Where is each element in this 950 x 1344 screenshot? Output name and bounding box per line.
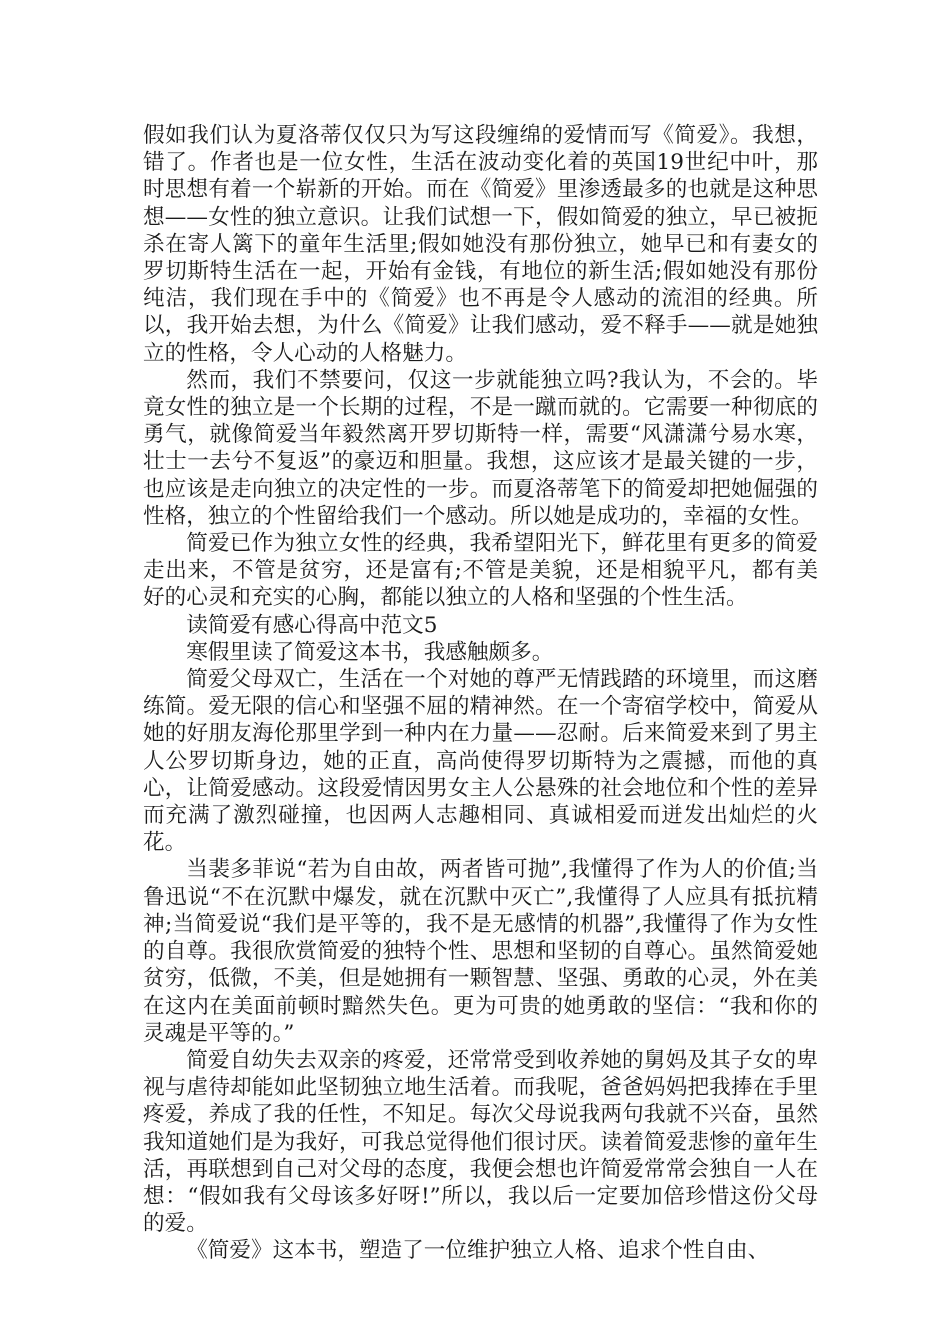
- paragraph-3: 简爱已作为独立女性的经典，我希望阳光下，鲜花里有更多的简爱走出来，不管是贫穷，还是富有;不管是美貌，还是相貌平凡，都有美好的心灵和充实的心胸，都能以独立的人格和坚强的个性生活。: [143, 531, 818, 611]
- paragraph-1: 假如我们认为夏洛蒂仅仅只为写这段缠绵的爱情而写《简爱》。我想，错了。作者也是一位女性，生活在波动变化着的英国19世纪中叶，那时思想有着一个崭新的开始。而在《简爱》里渗透最多的也就是这种思想——女性的独立意识。让我们试想一下，假如简爱的独立，早已被扼杀在寄人篱下的童年生活里;假如她没有那份独立，她早已和有妻女的罗切斯特生活在一起，开始有金钱，有地位的新生活;假如她没有那份纯洁，我们现在手中的《简爱》也不再是令人感动的流泪的经典。所以，我开始去想，为什么《简爱》让我们感动，爱不释手——就是她独立的性格，令人心动的人格魅力。: [143, 123, 818, 366]
- paragraph-9: 《简爱》这本书，塑造了一位维护独立人格、追求个性自由、: [186, 1238, 770, 1264]
- paragraph-5: 寒假里读了简爱这本书，我感触颇多。: [186, 639, 554, 665]
- paragraph-8: 简爱自幼失去双亲的疼爱，还常常受到收养她的舅妈及其子女的卑视与虐待却能如此坚韧独立地生活着。而我呢，爸爸妈妈把我捧在手里疼爱，养成了我的任性，不知足。每次父母说我两句我就不兴奋，虽然我知道她们是为我好，可我总觉得他们很讨厌。读着简爱悲惨的童年生活，再联想到自己对父母的态度，我便会想也许简爱常常会独自一人在想：“假如我有父母该多好呀!”所以，我以后一定要加倍珍惜这份父母的爱。: [143, 1047, 818, 1237]
- paragraph-7: 当裴多菲说“若为自由故，两者皆可抛”,我懂得了作为人的价值;当鲁迅说“不在沉默中爆发，就在沉默中灭亡”,我懂得了人应具有抵抗精神;当简爱说“我们是平等的，我不是无感情的机器”,我懂得了作为女性的自尊。我很欣赏简爱的独特个性、思想和坚韧的自尊心。虽然简爱她贫穷，低微，不美，但是她拥有一颗智慧、坚强、勇敢的心灵，外在美在这内在美面前顿时黯然失色。更为可贵的她勇敢的坚信：“我和你的灵魂是平等的。”: [143, 857, 818, 1046]
- paragraph-6: 简爱父母双亡，生活在一个对她的尊严无情践踏的环境里，而这磨练简。爱无限的信心和坚强不屈的精神然。在一个寄宿学校中，简爱从她的好朋友海伦那里学到一种内在力量——忍耐。后来简爱来到了男主人公罗切斯身边，她的正直，高尚使得罗切斯特为之震撼，而他的真心，让简爱感动。这段爱情因男女主人公悬殊的社会地位和个性的差异而充满了激烈碰撞，也因两人志趣相同、真诚相爱而迸发出灿烂的火花。: [143, 667, 818, 856]
- paragraph-2: 然而，我们不禁要问，仅这一步就能独立吗?我认为，不会的。毕竟女性的独立是一个长期的过程，不是一蹴而就的。它需要一种彻底的勇气，就像简爱当年毅然离开罗切斯特一样，需要“风潇潇兮易水寒，壮士一去兮不复返”的豪迈和胆量。我想，这应该才是最关键的一步，也应该是走向独立的决定性的一步。而夏洛蒂笔下的简爱却把她倔强的性格，独立的个性留给我们一个感动。所以她是成功的，幸福的女性。: [143, 367, 818, 529]
- section-heading: 读简爱有感心得高中范文5: [186, 612, 438, 638]
- document-body: [143, 122, 818, 1265]
